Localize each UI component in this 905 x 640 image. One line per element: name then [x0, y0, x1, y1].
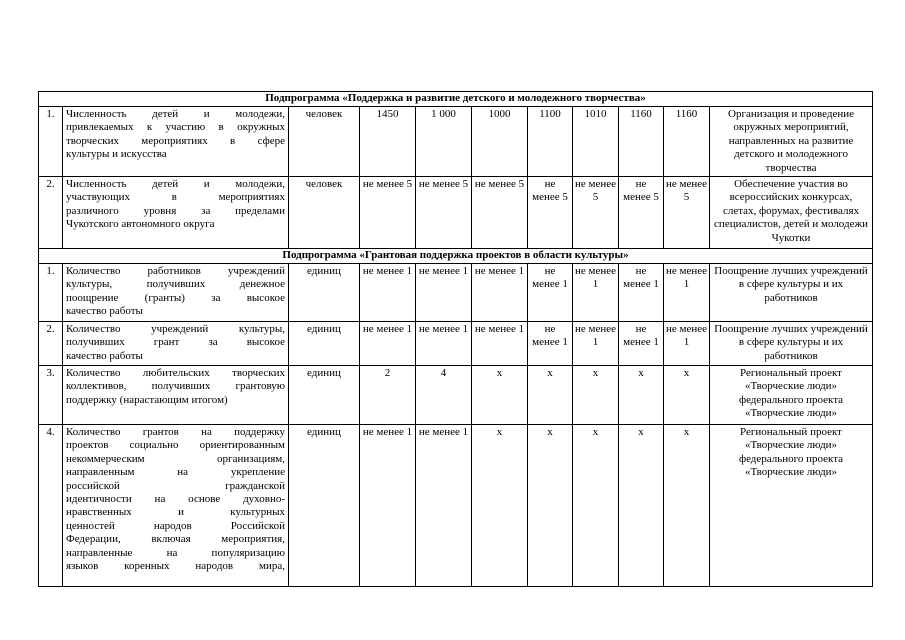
indicator-line: Федерации, включая мероприятия,	[66, 533, 285, 546]
value-cell: 1 000	[416, 107, 472, 177]
value-cell: не менее 1	[416, 425, 472, 587]
indicator-line: участвующих в мероприятиях	[66, 191, 285, 204]
value-cell: не менее 1	[416, 264, 472, 322]
row-number: 3.	[39, 366, 63, 425]
indicator-line: привлекаемых к участию в окружных	[66, 121, 285, 134]
unit-cell: единиц	[289, 366, 360, 425]
section-header-row	[39, 249, 873, 264]
indicator-line: ценностей народов Российской	[66, 519, 285, 532]
value-cell: х	[528, 366, 573, 425]
value-cell: 1160	[664, 107, 710, 177]
value-cell: 1100	[528, 107, 573, 177]
section-title: Подпрограмма «Поддержка и развитие детского и молодежного творчества»	[39, 92, 873, 107]
value-cell: 1000	[472, 107, 528, 177]
indicator-cell	[63, 322, 289, 366]
row-number: 1.	[39, 107, 63, 177]
indicator-line: Количество работников учреждений	[66, 265, 285, 278]
value-cell: не менее 1	[472, 322, 528, 366]
indicator-cell	[63, 366, 289, 425]
indicator-line: идентичности на основе духовно-	[66, 493, 285, 506]
indicator-line: направленным на укрепление	[66, 466, 285, 479]
value-cell: 2	[360, 366, 416, 425]
indicator-line: некоммерческим организациям,	[66, 452, 285, 465]
note-cell: Региональный проект «Творческие люди» федерального проекта «Творческие люди»	[710, 425, 873, 587]
value-cell: х	[573, 425, 619, 587]
note-cell: Поощрение лучших учреждений в сфере культуры и их работников	[710, 322, 873, 366]
note-cell: Поощрение лучших учреждений в сфере культуры и их работников	[710, 264, 873, 322]
value-cell: х	[619, 366, 664, 425]
indicator-cell	[63, 264, 289, 322]
value-cell: 4	[416, 366, 472, 425]
unit-cell: единиц	[289, 264, 360, 322]
indicator-line: Численность детей и молодежи,	[66, 108, 285, 120]
section-title: Подпрограмма «Грантовая поддержка проектов в области культуры»	[39, 249, 873, 264]
indicator-line: направленные на популяризацию	[66, 546, 285, 559]
value-cell: не менее 5	[528, 177, 573, 249]
value-cell: не менее 1	[573, 264, 619, 322]
value-cell: х	[664, 425, 710, 587]
indicator-cell	[63, 425, 289, 587]
value-cell: 1450	[360, 107, 416, 177]
row-number: 2.	[39, 322, 63, 366]
value-cell: не менее 1	[619, 264, 664, 322]
unit-cell: человек	[289, 107, 360, 177]
value-cell: х	[573, 366, 619, 425]
value-cell: не менее 5	[664, 177, 710, 249]
section-header-row	[39, 92, 873, 107]
table-row	[39, 425, 873, 587]
indicator-line: культуры, получивших денежное	[66, 278, 285, 291]
value-cell: х	[472, 366, 528, 425]
note-cell: Организация и проведение окружных мероприятий, направленных на развитие детского и молодежного творчества	[710, 107, 873, 177]
value-cell: х	[664, 366, 710, 425]
indicator-line: Количество грантов на поддержку	[66, 426, 285, 439]
table-row	[39, 264, 873, 322]
value-cell: не менее 1	[360, 264, 416, 322]
value-cell: не менее 1	[472, 264, 528, 322]
table-row	[39, 366, 873, 425]
indicator-line: Количество любительских творческих	[66, 367, 285, 380]
indicator-line: Количество учреждений культуры,	[66, 323, 285, 336]
table-body	[39, 92, 873, 587]
value-cell: не менее 1	[528, 322, 573, 366]
value-cell: не менее 1	[664, 322, 710, 366]
indicator-line: нравственных и культурных	[66, 506, 285, 519]
value-cell: не менее 5	[619, 177, 664, 249]
unit-cell: человек	[289, 177, 360, 249]
row-number: 2.	[39, 177, 63, 249]
table-row	[39, 107, 873, 177]
value-cell: не менее 1	[664, 264, 710, 322]
value-cell: 1010	[573, 107, 619, 177]
indicator-line: различного уровня за пределами	[66, 204, 285, 217]
indicator-line: языков коренных народов мира,	[66, 560, 285, 573]
value-cell: не менее 5	[573, 177, 619, 249]
indicator-line: творческих мероприятиях в сфере	[66, 134, 285, 147]
indicator-cell	[63, 107, 289, 177]
value-cell: не менее 5	[360, 177, 416, 249]
value-cell: не менее 1	[416, 322, 472, 366]
value-cell: не менее 5	[416, 177, 472, 249]
value-cell: не менее 1	[619, 322, 664, 366]
unit-cell: единиц	[289, 322, 360, 366]
value-cell: х	[528, 425, 573, 587]
indicator-line: поддержку (нарастающим итогом)	[66, 393, 228, 406]
note-cell: Региональный проект «Творческие люди» федерального проекта «Творческие люди»	[710, 366, 873, 425]
indicator-cell	[63, 177, 289, 249]
value-cell: не менее 1	[360, 425, 416, 587]
value-cell: х	[619, 425, 664, 587]
value-cell: не менее 1	[360, 322, 416, 366]
indicator-line: российской гражданской	[66, 479, 285, 492]
indicator-line: получивших грант за высокое	[66, 336, 285, 349]
indicator-line: Численность детей и молодежи,	[66, 178, 285, 191]
indicator-line: качество работы	[66, 305, 143, 318]
value-cell: х	[472, 425, 528, 587]
indicator-line: проектов социально ориентированным	[66, 439, 285, 452]
value-cell: 1160	[619, 107, 664, 177]
row-number: 1.	[39, 264, 63, 322]
indicator-line: поощрение (гранты) за высокое	[66, 291, 285, 304]
value-cell: не менее 5	[472, 177, 528, 249]
value-cell: не менее 1	[573, 322, 619, 366]
row-number: 4.	[39, 425, 63, 587]
value-cell: не менее 1	[528, 264, 573, 322]
indicator-line: качество работы	[66, 349, 143, 362]
indicators-table	[38, 91, 873, 587]
unit-cell: единиц	[289, 425, 360, 587]
indicator-line: культуры и искусства	[66, 148, 167, 161]
table-row	[39, 177, 873, 249]
indicator-line: Чукотского автономного округа	[66, 218, 215, 231]
note-cell: Обеспечение участия во всероссийских конкурсах, слетах, форумах, фестивалях специалистов, детей и молодежи Чукотки	[710, 177, 873, 249]
table-row	[39, 322, 873, 366]
indicator-line: коллективов, получивших грантовую	[66, 380, 285, 393]
